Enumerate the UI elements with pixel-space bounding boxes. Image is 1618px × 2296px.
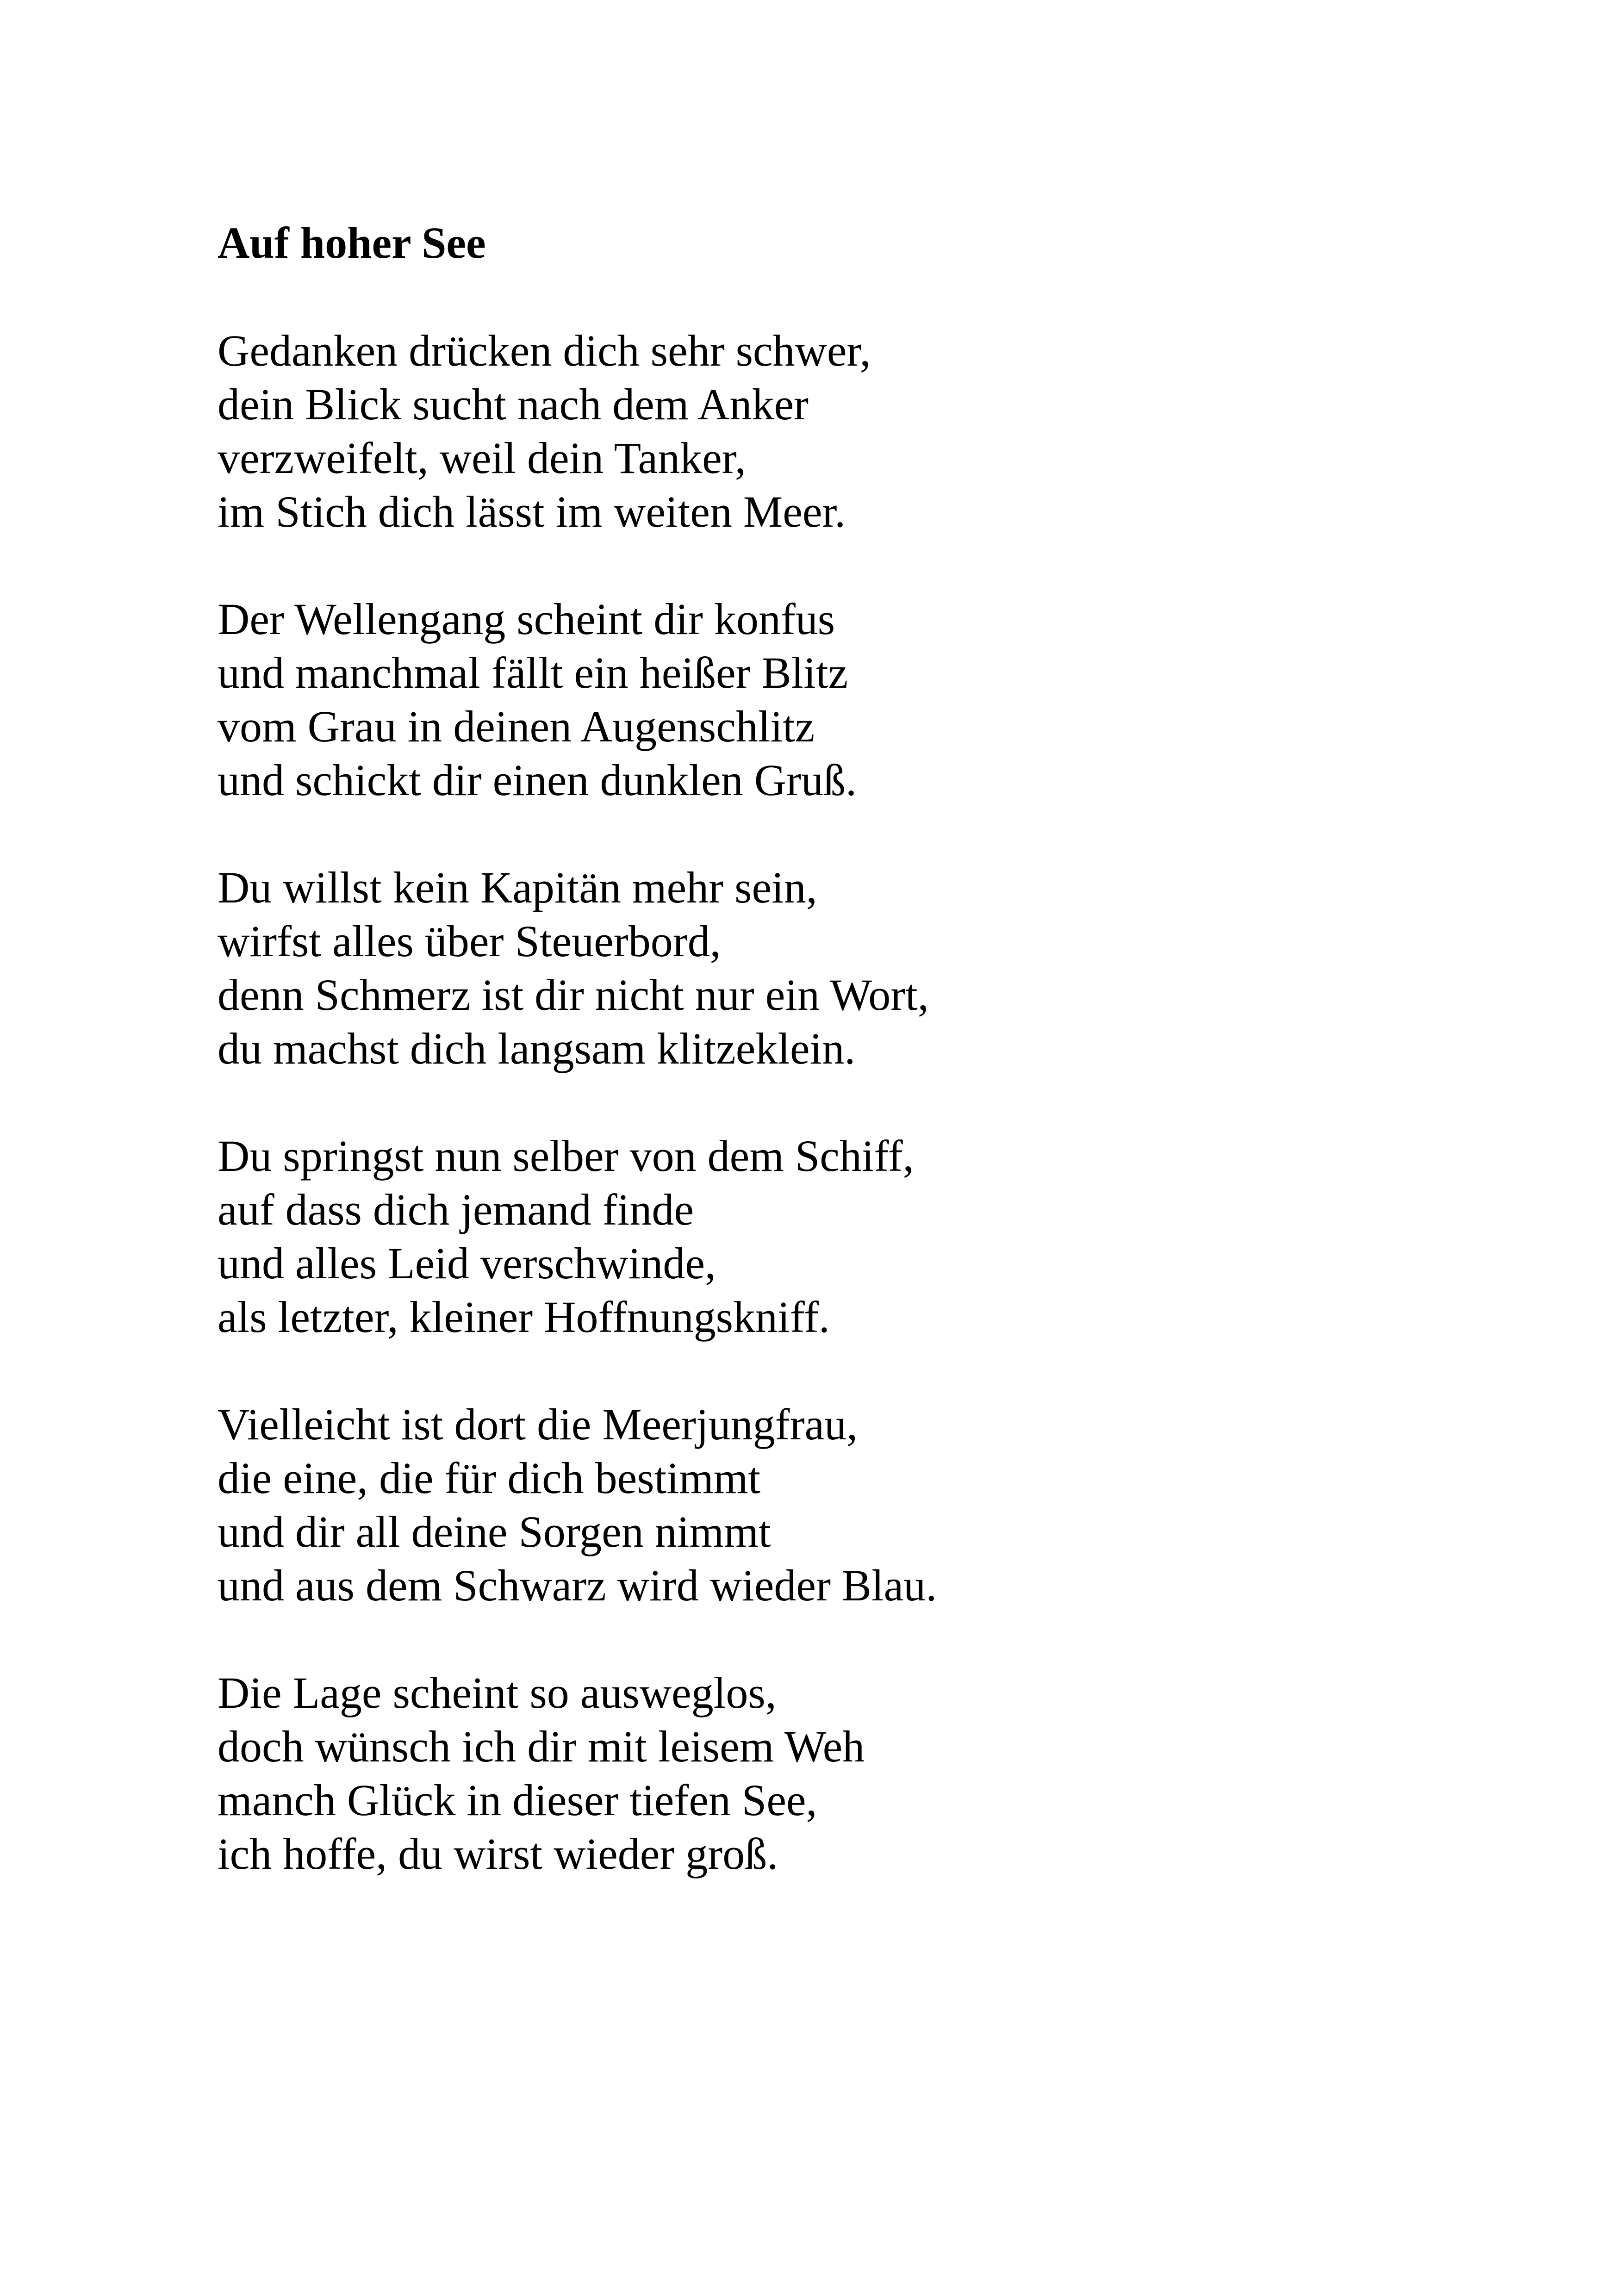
verse-line: und manchmal fällt ein heißer Blitz (218, 648, 848, 697)
verse-line: und schickt dir einen dunklen Gruß. (218, 755, 857, 805)
verse-line: Gedanken drücken dich sehr schwer, (218, 326, 871, 375)
stanza-1 (218, 324, 1513, 539)
stanza-6 (218, 1666, 1513, 1881)
verse-line: und dir all deine Sorgen nimmt (218, 1507, 771, 1556)
verse-line: ich hoffe, du wirst wieder groß. (218, 1829, 778, 1879)
verse-line: du machst dich langsam klitzeklein. (218, 1024, 856, 1073)
verse-line: Du springst nun selber von dem Schiff, (218, 1131, 914, 1181)
verse-line: verzweifelt, weil dein Tanker, (218, 433, 746, 483)
verse-line: denn Schmerz ist dir nicht nur ein Wort, (218, 970, 929, 1020)
verse-line: und alles Leid verschwinde, (218, 1238, 716, 1288)
verse-line: Die Lage scheint so ausweglos, (218, 1668, 777, 1717)
stanza-3 (218, 861, 1513, 1076)
poem-title: Auf hoher See (218, 218, 486, 268)
verse-line: Vielleicht ist dort die Meerjungfrau, (218, 1400, 858, 1449)
verse-line: vom Grau in deinen Augenschlitz (218, 702, 815, 751)
verse-line: wirfst alles über Steuerbord, (218, 916, 721, 966)
verse-line: Du willst kein Kapitän mehr sein, (218, 863, 817, 912)
verse-line: doch wünsch ich dir mit leisem Weh (218, 1722, 865, 1771)
verse-line: und aus dem Schwarz wird wieder Blau. (218, 1561, 937, 1610)
stanza-4 (218, 1129, 1513, 1344)
stanza-2 (218, 592, 1513, 807)
verse-line: als letzter, kleiner Hoffnungskniff. (218, 1292, 830, 1342)
verse-line: dein Blick sucht nach dem Anker (218, 380, 809, 429)
verse-line: auf dass dich jemand finde (218, 1185, 694, 1234)
poem-body (218, 324, 1513, 1935)
verse-line: die eine, die für dich bestimmt (218, 1453, 760, 1503)
stanza-5 (218, 1398, 1513, 1612)
verse-line: im Stich dich lässt im weiten Meer. (218, 487, 846, 536)
verse-line: Der Wellengang scheint dir konfus (218, 594, 835, 644)
verse-line: manch Glück in dieser tiefen See, (218, 1775, 817, 1825)
